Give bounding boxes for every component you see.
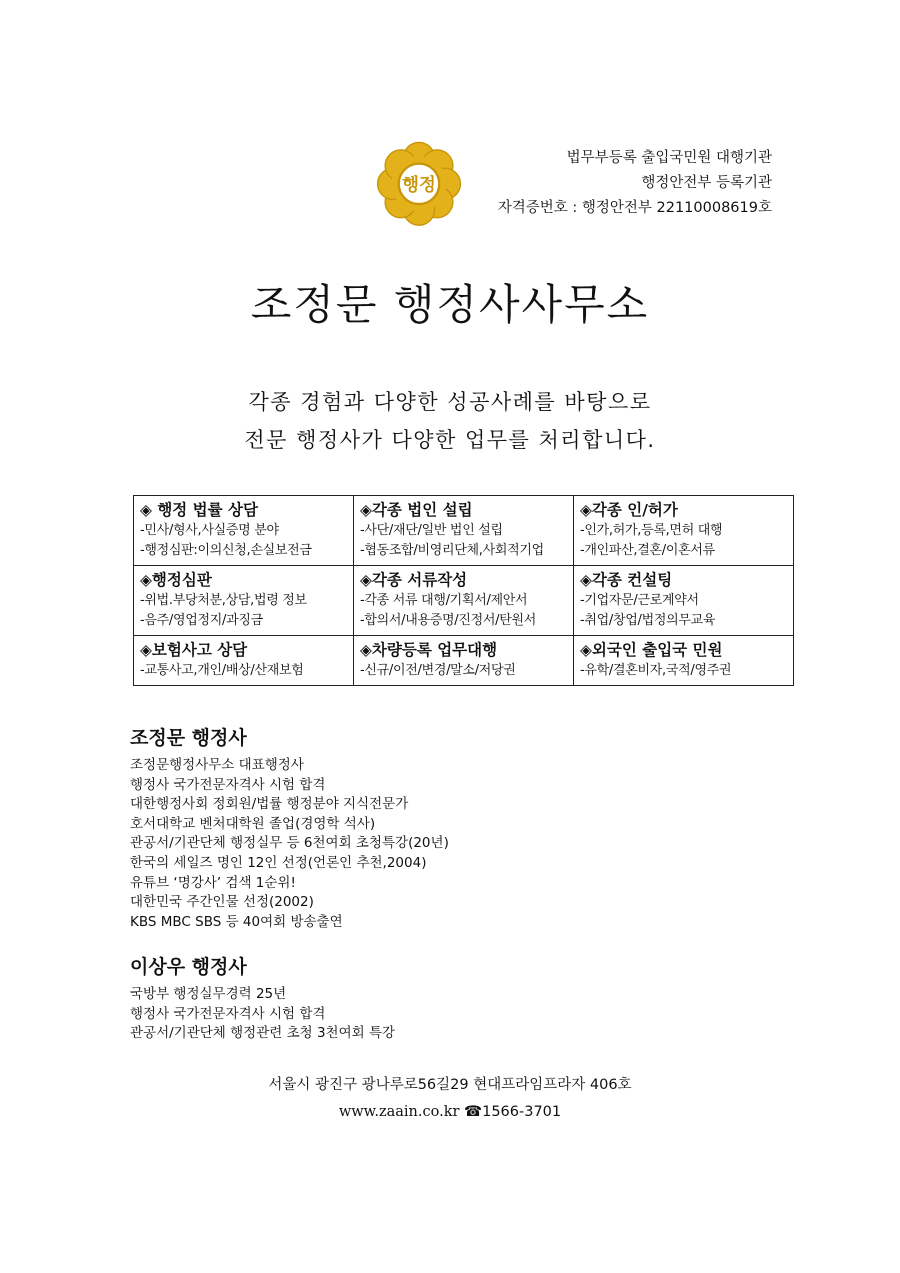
service-cell [134,496,354,566]
service-item: -기업자문/근로계약서 [580,593,699,608]
service-item: -음주/영업정지/과징금 [140,613,263,628]
registration-info [498,146,772,221]
profile-line: 국방부 행정실무경력 25년 [130,986,287,1002]
service-item: -협동조합/비영리단체,사회적기업 [360,543,544,558]
table-row [134,636,794,686]
service-cell [354,496,574,566]
profile-line: KBS MBC SBS 등 40여회 방송출연 [130,913,343,930]
profile-line: 관공서/기관단체 행정관련 초청 3천여회 특강 [130,1025,396,1042]
service-cell [354,636,574,686]
service-cell [574,566,794,636]
service-item: -합의서/내용증명/진정서/탄원서 [360,613,536,628]
service-item: -인가,허가,등록,면허 대행 [580,523,723,538]
profile-line: 대한민국 주간인물 선정(2002) [130,894,314,911]
service-heading: ◈각종 인/허가 [580,501,678,519]
service-heading: ◈외국인 출입국 민원 [580,641,723,659]
service-heading: ◈행정심판 [140,571,212,589]
service-heading: ◈각종 서류작성 [360,571,468,589]
profile-line: 관공서/기관단체 행정실무 등 6천여회 초청특강(20년) [130,835,449,852]
service-heading: ◈차량등록 업무대행 [360,641,498,659]
service-cell [574,636,794,686]
service-heading: ◈ 행정 법률 상담 [140,501,258,519]
footer [0,1072,900,1126]
slogan-line: 각종 경험과 다양한 성공사례를 바탕으로 [248,390,652,414]
profile-line: 한국의 세일즈 명인 12인 선정(언론인 추천,2004) [130,854,427,871]
services-table [133,495,794,686]
service-item: -교통사고,개인/배상/산재보험 [140,663,304,678]
service-cell [134,566,354,636]
service-item: -개인파산,결혼/이혼서류 [580,543,715,558]
profile-line: 행정사 국가전문자격사 시험 합격 [130,1005,326,1022]
profile-line: 유튜브 ‘명강사’ 검색 1순위! [130,874,296,891]
table-row [134,566,794,636]
service-item: -신규/이전/변경/말소/저당권 [360,663,516,678]
page-title: 조정문 행정사사무소 [250,280,650,329]
service-item: -민사/형사,사실증명 분야 [140,523,279,538]
table-row [134,496,794,566]
registration-line: 행정안전부 등록기관 [641,175,772,191]
profile-name: 이상우 행정사 [130,956,247,978]
service-item: -위법.부당처분,상담,법령 정보 [140,593,307,608]
profile-line: 조정문행정사무소 대표행정사 [130,757,304,773]
service-item: -행정심판:이의신청,손실보전금 [140,543,312,558]
service-heading: ◈보험사고 상담 [140,641,248,659]
slogan-line: 전문 행정사가 다양한 업무를 처리합니다. [244,428,656,452]
profile-line: 대한행정사회 정회원/법률 행정분야 지식전문가 [130,796,409,813]
phone-number: ☎1566-3701 [464,1104,562,1120]
profile-section-1 [130,723,449,932]
slogan [0,383,900,459]
service-item: -각종 서류 대행/기획서/제안서 [360,593,528,608]
registration-line: 법무부등록 출입국민원 대행기관 [566,150,772,166]
profile-line: 호서대학교 벤처대학원 졸업(경영학 석사) [130,815,376,832]
license-number: 자격증번호 : 행정안전부 22110008619호 [497,200,772,216]
profile-name: 조정문 행정사 [130,727,247,749]
profile-section-2 [130,952,395,1044]
service-cell [574,496,794,566]
office-address: 서울시 광진구 광나루로56길29 현대프라임프라자 406호 [268,1077,632,1093]
service-heading: ◈각종 컨설팅 [580,571,673,589]
service-heading: ◈각종 법인 설립 [360,501,473,519]
seal-text: 행정 [402,175,436,196]
service-item: -사단/재단/일반 법인 설립 [360,523,503,538]
service-item: -취업/창업/법정의무교육 [580,613,716,628]
service-cell [134,636,354,686]
administrative-seal-logo [373,136,465,228]
service-cell [354,566,574,636]
service-item: -유학/결혼비자,국적/영주권 [580,663,732,678]
profile-line: 행정사 국가전문자격사 시험 합격 [130,776,326,793]
website-link[interactable]: www.zaain.co.kr [338,1104,460,1120]
